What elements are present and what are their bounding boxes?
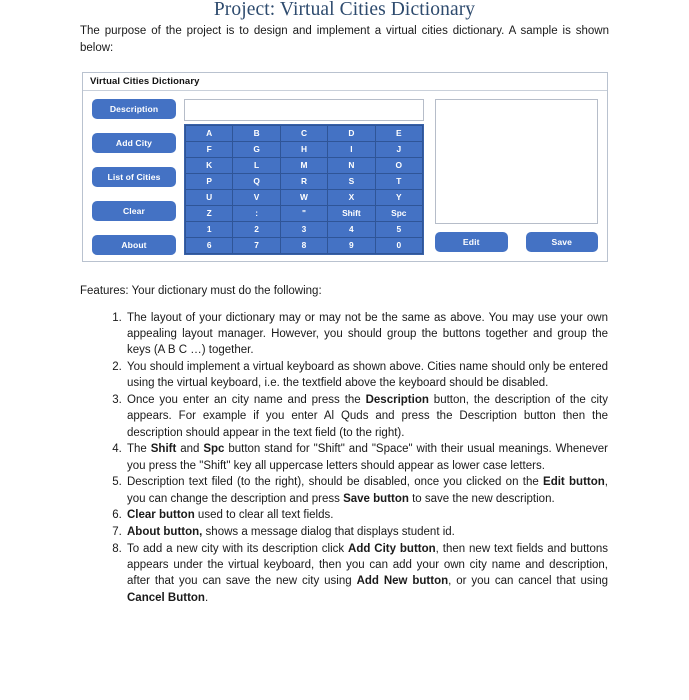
feature-emphasis: Add New button xyxy=(356,575,449,588)
feature-text: To add a new city with its description click xyxy=(127,543,349,555)
features-list xyxy=(96,310,608,606)
key-g[interactable]: G xyxy=(233,142,279,157)
feature-text: and xyxy=(176,443,204,456)
page-title: Project: Virtual Cities Dictionary xyxy=(213,0,476,20)
edit-button[interactable]: Edit xyxy=(435,232,508,252)
key-x[interactable]: X xyxy=(328,190,374,205)
key-shift[interactable]: Shift xyxy=(328,206,374,221)
feature-text: shows a message dialog that displays student id. xyxy=(202,526,455,539)
feature-text: You should implement a virtual keyboard as shown above. Cities name should only be entered using the virtual keyboard, i.e. the textfield above the keyboard should be disabled. xyxy=(127,361,608,390)
key-9[interactable]: 9 xyxy=(328,238,374,253)
key-5[interactable]: 5 xyxy=(376,222,422,237)
nav-button-column xyxy=(92,99,184,255)
feature-text: button, the description of the city appears. For example if you enter Al Quds and press the Description button then the description should appear in the text field (to the right). xyxy=(127,394,608,439)
key-colon[interactable]: : xyxy=(233,206,279,221)
intro-paragraph: The purpose of the project is to design and implement a virtual cities dictionary. A sample is shown below: xyxy=(80,25,609,54)
description-action-buttons xyxy=(435,232,598,255)
key-i[interactable]: I xyxy=(328,142,374,157)
key-0[interactable]: 0 xyxy=(376,238,422,253)
feature-item-7 xyxy=(125,524,608,540)
key-e[interactable]: E xyxy=(376,126,422,141)
nav-button-description[interactable]: Description xyxy=(92,99,176,119)
feature-emphasis: About button, xyxy=(127,526,203,539)
feature-item-2 xyxy=(125,359,608,391)
feature-text: The xyxy=(127,443,151,456)
key-p[interactable]: P xyxy=(186,174,232,189)
nav-button-clear[interactable]: Clear xyxy=(92,201,176,221)
feature-item-3 xyxy=(125,392,608,441)
key-s[interactable]: S xyxy=(328,174,374,189)
key-1[interactable]: 1 xyxy=(186,222,232,237)
feature-item-1 xyxy=(125,310,608,359)
feature-emphasis: Edit button xyxy=(543,476,605,489)
key-t[interactable]: T xyxy=(376,174,422,189)
feature-emphasis: Shift xyxy=(150,443,177,456)
feature-text: , you can change the description and press xyxy=(127,476,608,505)
app-window-title: Virtual Cities Dictionary xyxy=(90,76,200,87)
feature-emphasis: Save button xyxy=(343,492,409,505)
feature-text: The layout of your dictionary may or may not be the same as above. You may use your own appealing layout manager. However, you should group the buttons together and group the keys (A B C …) together. xyxy=(127,312,608,357)
key-3[interactable]: 3 xyxy=(281,222,327,237)
feature-item-4 xyxy=(125,441,608,473)
app-titlebar xyxy=(83,73,607,91)
key-quote[interactable]: " xyxy=(281,206,327,221)
nav-button-about[interactable]: About xyxy=(92,235,176,255)
key-6[interactable]: 6 xyxy=(186,238,232,253)
key-l[interactable]: L xyxy=(233,158,279,173)
key-4[interactable]: 4 xyxy=(328,222,374,237)
feature-text: Once you enter an city name and press the xyxy=(127,394,366,407)
key-w[interactable]: W xyxy=(281,190,327,205)
key-r[interactable]: R xyxy=(281,174,327,189)
feature-item-8 xyxy=(125,541,608,606)
key-k[interactable]: K xyxy=(186,158,232,173)
feature-emphasis: Clear button xyxy=(127,509,195,522)
key-z[interactable]: Z xyxy=(186,206,232,221)
key-v[interactable]: V xyxy=(233,190,279,205)
feature-text: , then new text fields and buttons appears under the virtual keyboard, then you can add your own city name and description, after that you can save the new city using xyxy=(127,543,608,588)
app-body xyxy=(83,91,607,261)
feature-text: , or you can cancel that using xyxy=(448,575,608,588)
feature-emphasis: Description xyxy=(365,394,429,407)
key-7[interactable]: 7 xyxy=(233,238,279,253)
keyboard-column xyxy=(184,99,424,255)
key-b[interactable]: B xyxy=(233,126,279,141)
app-window-mockup xyxy=(82,72,608,262)
feature-text: Description text filed (to the right), should be disabled, once you clicked on the xyxy=(127,476,544,489)
feature-emphasis: Spc xyxy=(203,443,225,456)
key-d[interactable]: D xyxy=(328,126,374,141)
nav-button-add-city[interactable]: Add City xyxy=(92,133,176,153)
feature-text: button stand for "Shift" and "Space" with their usual meanings. Whenever you press the "Shift" key all uppercase letters should appear as lower case letters. xyxy=(127,443,609,472)
key-o[interactable]: O xyxy=(376,158,422,173)
save-button[interactable]: Save xyxy=(526,232,599,252)
city-name-input[interactable] xyxy=(184,99,424,121)
key-y[interactable]: Y xyxy=(376,190,422,205)
feature-item-6 xyxy=(125,507,608,523)
feature-text: . xyxy=(204,591,209,604)
feature-item-5 xyxy=(125,474,608,506)
key-j[interactable]: J xyxy=(376,142,422,157)
features-lead: Features: Your dictionary must do the following: xyxy=(80,285,322,297)
nav-button-list-of-cities[interactable]: List of Cities xyxy=(92,167,176,187)
feature-emphasis: Add City button xyxy=(348,543,436,555)
feature-text: to save the new description. xyxy=(408,492,555,505)
feature-text: used to clear all text fields. xyxy=(194,509,334,522)
feature-emphasis: Cancel Button xyxy=(127,591,205,604)
description-column xyxy=(424,99,598,255)
key-8[interactable]: 8 xyxy=(281,238,327,253)
key-2[interactable]: 2 xyxy=(233,222,279,237)
key-n[interactable]: N xyxy=(328,158,374,173)
key-space[interactable]: Spc xyxy=(376,206,422,221)
key-m[interactable]: M xyxy=(281,158,327,173)
key-f[interactable]: F xyxy=(186,142,232,157)
key-a[interactable]: A xyxy=(186,126,232,141)
key-u[interactable]: U xyxy=(186,190,232,205)
key-h[interactable]: H xyxy=(281,142,327,157)
key-c[interactable]: C xyxy=(281,126,327,141)
key-q[interactable]: Q xyxy=(233,174,279,189)
description-textarea[interactable] xyxy=(435,99,598,224)
virtual-keyboard xyxy=(184,124,424,255)
